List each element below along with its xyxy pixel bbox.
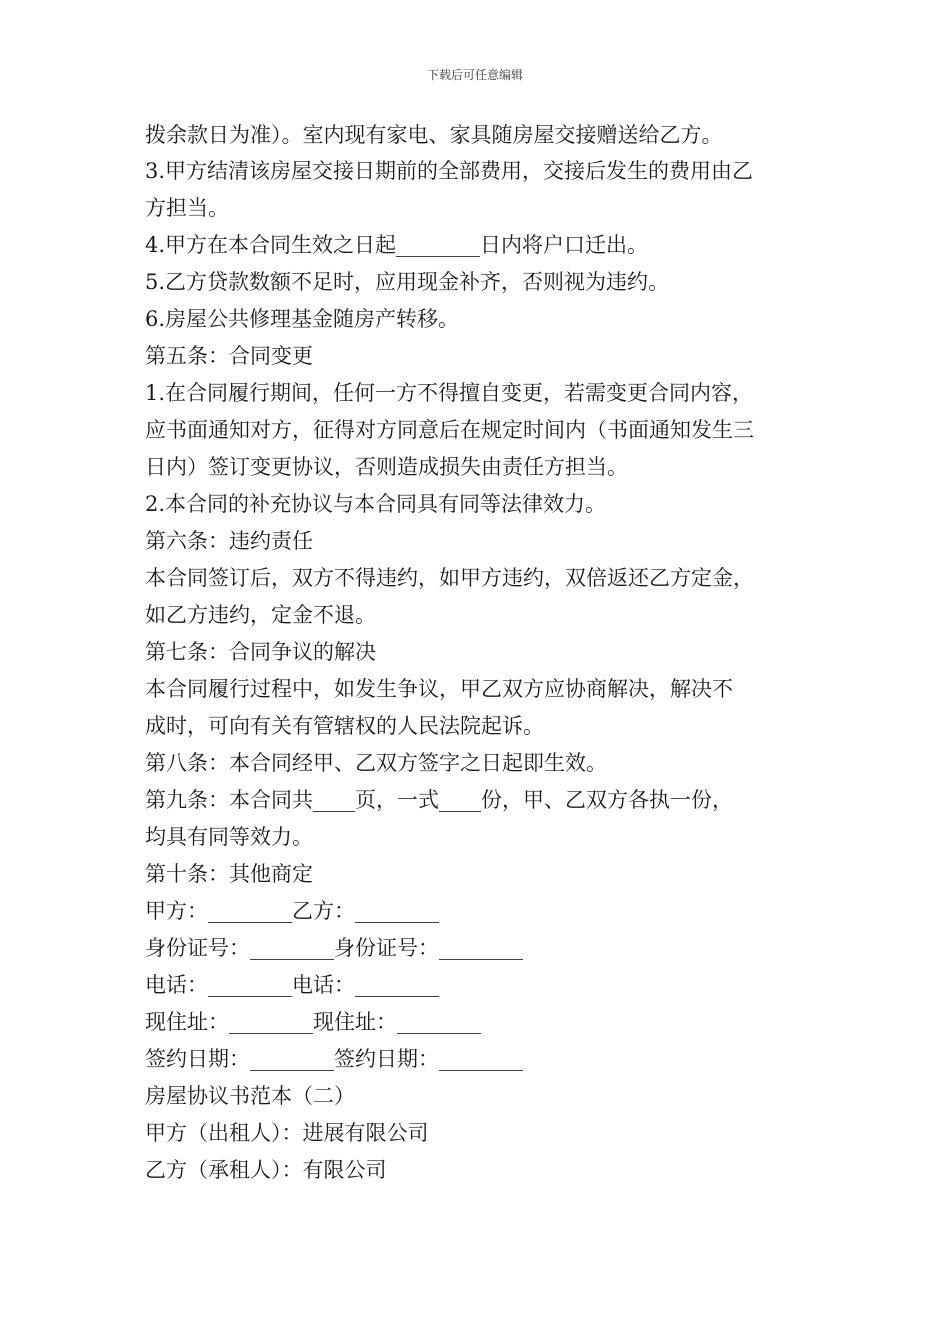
text-line: 5.乙方贷款数额不足时，应用现金补齐，否则视为违约。	[145, 270, 670, 294]
section-heading: 第六条：违约责任	[145, 529, 313, 553]
text-line: 拨余款日为准）。室内现有家电、家具随房屋交接赠送给乙方。	[145, 123, 723, 147]
text-line: 本合同签订后，双方不得违约，如甲方违约，双倍返还乙方定金，	[145, 566, 754, 590]
signature-line: 签约日期：________签约日期：________	[145, 1047, 523, 1071]
section-heading: 第十条：其他商定	[145, 862, 313, 886]
text-line: 4.甲方在本合同生效之日起________日内将户口迁出。	[145, 233, 649, 257]
text-line: 如乙方违约，定金不退。	[145, 603, 376, 627]
text-line: 本合同履行过程中，如发生争议，甲乙双方应协商解决，解决不	[145, 677, 733, 701]
page-header: 下载后可任意编辑	[426, 68, 523, 82]
signature-line: 甲方：________乙方：________	[145, 899, 439, 923]
text-line: 3.甲方结清该房屋交接日期前的全部费用，交接后发生的费用由乙	[145, 159, 754, 183]
signature-line: 身份证号：________身份证号：________	[145, 936, 523, 960]
section-heading: 房屋协议书范本（二）	[145, 1084, 355, 1108]
text-line: 方担当。	[145, 196, 229, 220]
text-line: 2.本合同的补充协议与本合同具有同等法律效力。	[145, 492, 607, 516]
signature-line: 电话：________电话：________	[145, 973, 439, 997]
section-heading: 第七条：合同争议的解决	[145, 640, 376, 664]
text-line: 6.房屋公共修理基金随房产转移。	[145, 307, 460, 331]
text-line: 第八条：本合同经甲、乙双方签字之日起即生效。	[145, 751, 607, 775]
text-line: 日内）签订变更协议，否则造成损失由责任方担当。	[145, 455, 628, 479]
text-line: 1.在合同履行期间，任何一方不得擅自变更，若需变更合同内容，	[145, 381, 754, 405]
text-line: 成时，可向有关有管辖权的人民法院起诉。	[145, 714, 544, 738]
text-line: 均具有同等效力。	[145, 825, 313, 849]
section-heading: 第五条：合同变更	[145, 344, 313, 368]
text-line: 乙方（承租人）：有限公司	[145, 1158, 387, 1182]
signature-line: 现住址：________现住址：________	[145, 1010, 481, 1034]
text-line: 甲方（出租人）：进展有限公司	[145, 1121, 429, 1145]
text-line: 应书面通知对方，征得对方同意后在规定时间内（书面通知发生三	[145, 418, 754, 442]
text-line: 第九条：本合同共____页，一式____份，甲、乙双方各执一份，	[145, 788, 733, 812]
